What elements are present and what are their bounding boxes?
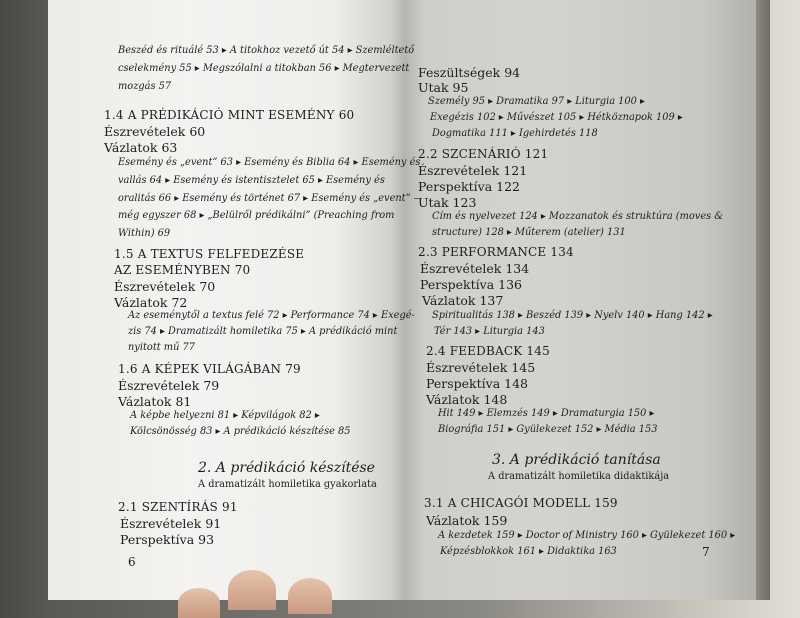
toc-subentries: Cím és nyelvezet 124 ▸ Mozzanatok és struktúra (moves & [432,211,723,222]
toc-section-heading: 1.4 A PRÉDIKÁCIÓ MINT ESEMÉNY 60 [104,108,355,122]
toc-subentries: Spiritualitás 138 ▸ Beszéd 139 ▸ Nyelv 140 ▸ Hang 142 ▸ [432,310,713,321]
toc-section-heading: 2.3 PERFORMANCE 134 [418,245,574,259]
toc-subentries: cselekmény 55 ▸ Megszólalni a titokban 56 ▸ Megtervezett [118,63,410,74]
toc-subentries: Képzésblokkok 161 ▸ Didaktika 163 [440,546,617,557]
toc-section-heading: 1.5 A TEXTUS FELFEDEZÉSE [114,247,305,261]
toc-entry: Vázlatok 148 [426,392,508,407]
toc-entry: Perspektíva 136 [420,277,522,292]
toc-subentries: Hit 149 ▸ Elemzés 149 ▸ Dramaturgia 150 ▸ [438,408,655,419]
toc-entry: Perspektíva 122 [418,179,520,194]
toc-subentries: A kezdetek 159 ▸ Doctor of Ministry 160 ▸ Gyülekezet 160 ▸ [438,530,736,541]
chapter-title: 2. A prédikáció készítése [198,460,375,476]
toc-subentries: oralitás 66 ▸ Esemény és történet 67 ▸ Esemény és „event” – [118,193,419,204]
toc-subentries: Beszéd és rituálé 53 ▸ A titokhoz vezető út 54 ▸ Szemléltető [118,45,415,56]
toc-entry: Észrevételek 145 [426,360,536,375]
right-book-page [404,0,756,600]
toc-entry: Perspektíva 148 [426,376,528,391]
toc-section-heading: 2.2 SZCENÁRIÓ 121 [418,147,549,161]
toc-subentries: mozgás 57 [118,81,172,92]
toc-subentries: még egyszer 68 ▸ „Belülről prédikálni” (Preaching from [118,210,395,221]
page-number-right: 7 [702,545,710,559]
toc-entry: Feszültségek 94 [418,65,521,80]
toc-subentries: Az eseménytől a textus felé 72 ▸ Performance 74 ▸ Exegé- [128,310,415,321]
toc-subentries: Tér 143 ▸ Liturgia 143 [434,326,545,337]
toc-section-heading: 3.1 A CHICAGÓI MODELL 159 [424,496,618,510]
chapter-subtitle: A dramatizált homiletika didaktikája [488,471,670,482]
toc-subentries: vallás 64 ▸ Esemény és istentisztelet 65 ▸ Esemény és [118,175,385,186]
left-book-page [48,0,421,600]
toc-section-heading: 1.6 A KÉPEK VILÁGÁBAN 79 [118,362,301,376]
toc-subentries: Exegézis 102 ▸ Művészet 105 ▸ Hétköznapok 109 ▸ [430,112,683,123]
toc-section-heading: AZ ESEMÉNYBEN 70 [114,263,251,277]
chapter-title: 3. A prédikáció tanítása [492,452,661,468]
toc-entry: Észrevételek 79 [118,378,220,393]
toc-entry: Észrevételek 60 [104,124,206,139]
toc-subentries: Dogmatika 111 ▸ Igehirdetés 118 [432,128,598,139]
toc-entry: Vázlatok 63 [104,140,178,155]
toc-entry: Észrevételek 121 [418,163,528,178]
toc-subentries: Within) 69 [118,228,171,239]
toc-entry: Perspektíva 93 [120,532,215,547]
toc-subentries: nyitott mű 77 [128,342,195,353]
toc-entry: Észrevételek 134 [420,261,530,276]
toc-entry: Vázlatok 159 [426,513,508,528]
toc-entry: Vázlatok 137 [422,293,504,308]
toc-subentries: Kölcsönösség 83 ▸ A prédikáció készítése 85 [130,426,351,437]
toc-subentries: Személy 95 ▸ Dramatika 97 ▸ Liturgia 100 ▸ [428,96,645,107]
toc-subentries: Esemény és „event” 63 ▸ Esemény és Biblia 64 ▸ Esemény és [118,157,421,168]
toc-section-heading: 2.1 SZENTÍRÁS 91 [118,500,238,514]
toc-subentries: A képbe helyezni 81 ▸ Képvilágok 82 ▸ [130,410,320,421]
toc-entry: Utak 95 [418,80,469,95]
toc-subentries: zis 74 ▸ Dramatizált homiletika 75 ▸ A prédikáció mint [128,326,398,337]
toc-entry: Utak 123 [418,195,477,210]
toc-section-heading: 2.4 FEEDBACK 145 [426,344,550,358]
toc-entry: Vázlatok 72 [114,295,188,310]
toc-entry: Vázlatok 81 [118,394,192,409]
toc-subentries: structure) 128 ▸ Műterem (atelier) 131 [432,227,626,238]
hand-fingers [178,570,338,610]
toc-entry: Észrevételek 70 [114,279,216,294]
page-number-left: 6 [128,555,136,569]
toc-entry: Észrevételek 91 [120,516,222,531]
page-edge [756,0,770,600]
chapter-subtitle: A dramatizált homiletika gyakorlata [198,479,377,490]
toc-subentries: Biográfia 151 ▸ Gyülekezet 152 ▸ Média 153 [438,424,658,435]
